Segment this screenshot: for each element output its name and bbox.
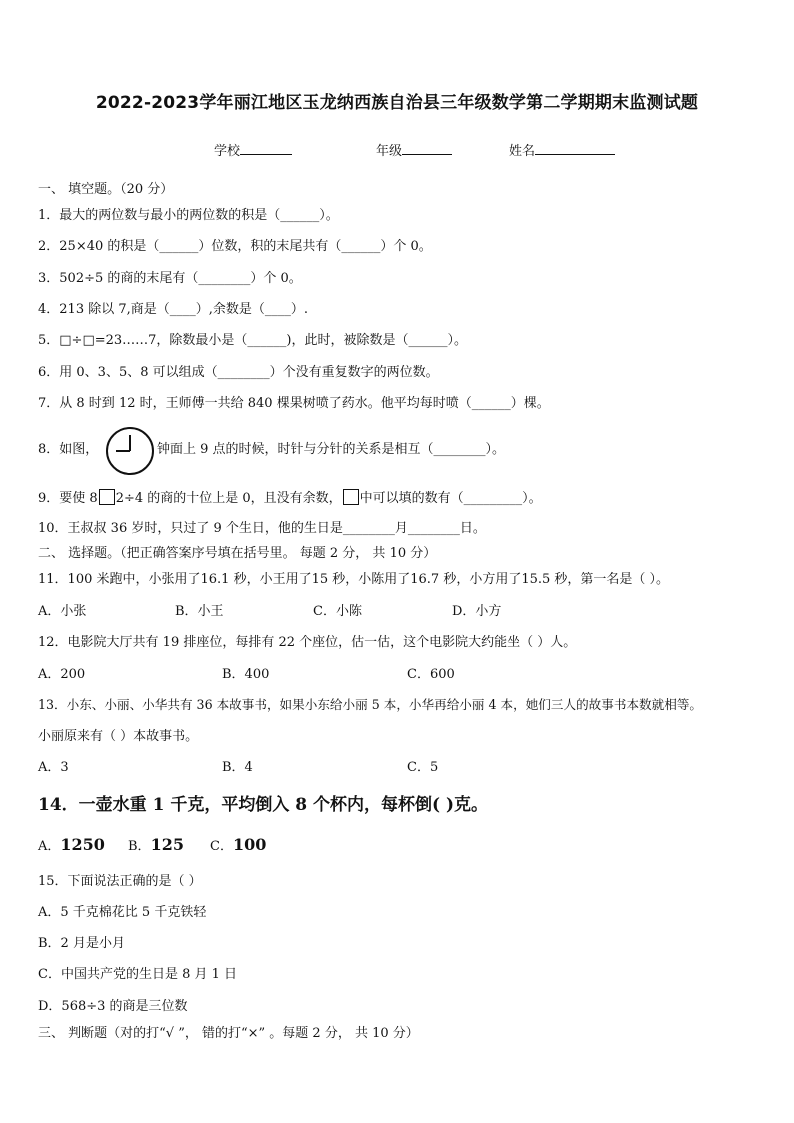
question-9-part3: 中可以填的数有（_________）。 <box>359 491 542 506</box>
q14-option-c <box>210 837 266 855</box>
grade-blank <box>402 141 452 155</box>
question-15: 15．下面说法正确的是（ ） <box>38 874 202 889</box>
blank-square-1 <box>99 489 115 505</box>
question-5: 5．□÷□=23……7，除数最小是（______)，此时，被除数是（______）。 <box>38 333 468 348</box>
question-8-prefix: 8．如图， <box>38 442 99 457</box>
question-9 <box>38 489 542 507</box>
blank-square-2 <box>343 489 359 505</box>
q14-option-b <box>128 837 184 855</box>
name-label: 姓名 <box>509 144 536 159</box>
q11-option-b: B．小王 <box>175 604 224 619</box>
q14-option-b-value: 125 <box>150 835 184 854</box>
question-13-line1: 13．小东、小丽、小华共有 36 本故事书，如果小东给小丽 5 本，小华再给小丽 4 本，她们三人的故事书本数就相等。 <box>38 697 703 712</box>
school-label: 学校 <box>214 144 241 159</box>
question-13-line2: 小丽原来有（ ）本故事书。 <box>38 729 199 744</box>
question-14: 14．一壶水重 1 千克，平均倒入 8 个杯内，每杯倒( )克。 <box>38 795 488 815</box>
name-field <box>509 140 615 159</box>
grade-label: 年级 <box>376 144 403 159</box>
name-blank <box>535 141 615 155</box>
q15-option-c: C．中国共产党的生日是 8 月 1 日 <box>38 967 238 982</box>
question-2: 2．25×40 的积是（______）位数，积的末尾共有（______）个 0。 <box>38 239 432 254</box>
q15-option-a: A．5 千克棉花比 5 千克铁轻 <box>38 905 207 920</box>
question-7: 7．从 8 时到 12 时，王师傅一共给 840 棵果树喷了药水。他平均每时喷（______）棵。 <box>38 396 550 411</box>
question-9-part2: 2÷4 的商的十位上是 0，且没有余数， <box>115 491 342 506</box>
q11-option-a: A．小张 <box>38 604 87 619</box>
school-field <box>214 140 292 159</box>
q11-option-c: C．小陈 <box>313 604 362 619</box>
question-8-text: 钟面上 9 点的时候，时针与分针的关系是相互（________）。 <box>157 442 506 457</box>
question-3: 3．502÷5 的商的末尾有（________）个 0。 <box>38 271 302 286</box>
question-10: 10．王叔叔 36 岁时，只过了 9 个生日，他的生日是________月________日。 <box>38 521 486 536</box>
q15-option-b: B．2 月是小月 <box>38 936 125 951</box>
q14-option-b-letter: B． <box>128 839 151 854</box>
question-6: 6．用 0、3、5、8 可以组成（________）个没有重复数字的两位数。 <box>38 365 439 380</box>
q13-option-a: A．3 <box>38 760 69 775</box>
q15-option-d: D．568÷3 的商是三位数 <box>38 999 188 1014</box>
q14-option-a-letter: A． <box>38 839 61 854</box>
q14-option-c-value: 100 <box>232 835 267 854</box>
q11-option-d: D．小方 <box>452 604 502 619</box>
section-choice: 二、 选择题。（把正确答案序号填在括号里。 每题 2 分， 共 10 分） <box>38 546 437 561</box>
q14-option-a-value: 1250 <box>60 835 105 854</box>
grade-field <box>376 140 452 159</box>
question-11: 11．100 米跑中，小张用了16.1 秒，小王用了15 秒，小陈用了16.7 秒，小方用了15.5 秒，第一名是（ ）。 <box>38 572 670 587</box>
q14-option-c-letter: C． <box>210 839 233 854</box>
section-true-false: 三、 判断题（对的打“√ ”， 错的打“×” 。每题 2 分， 共 10 分） <box>38 1026 419 1041</box>
q13-option-b: B．4 <box>222 760 253 775</box>
page-title: 2022-2023学年丽江地区玉龙纳西族自治县三年级数学第二学期期末监测试题 <box>95 93 699 113</box>
question-12: 12．电影院大厅共有 19 排座位，每排有 22 个座位，估一估，这个电影院大约能坐（ ）人。 <box>38 635 577 650</box>
q14-option-a <box>38 837 105 855</box>
section-fill-in: 一、 填空题。（20 分） <box>38 182 174 197</box>
question-9-part1: 9．要使 8 <box>38 491 98 506</box>
q13-option-c: C．5 <box>407 760 439 775</box>
school-blank <box>240 141 292 155</box>
clock-face-icon <box>105 426 155 476</box>
question-1: 1．最大的两位数与最小的两位数的积是（______）。 <box>38 208 339 223</box>
question-4: 4．213 除以 7,商是（____）,余数是（____）. <box>38 302 309 317</box>
q12-option-b: B．400 <box>222 667 270 682</box>
q12-option-c: C．600 <box>407 667 455 682</box>
q12-option-a: A．200 <box>38 667 86 682</box>
